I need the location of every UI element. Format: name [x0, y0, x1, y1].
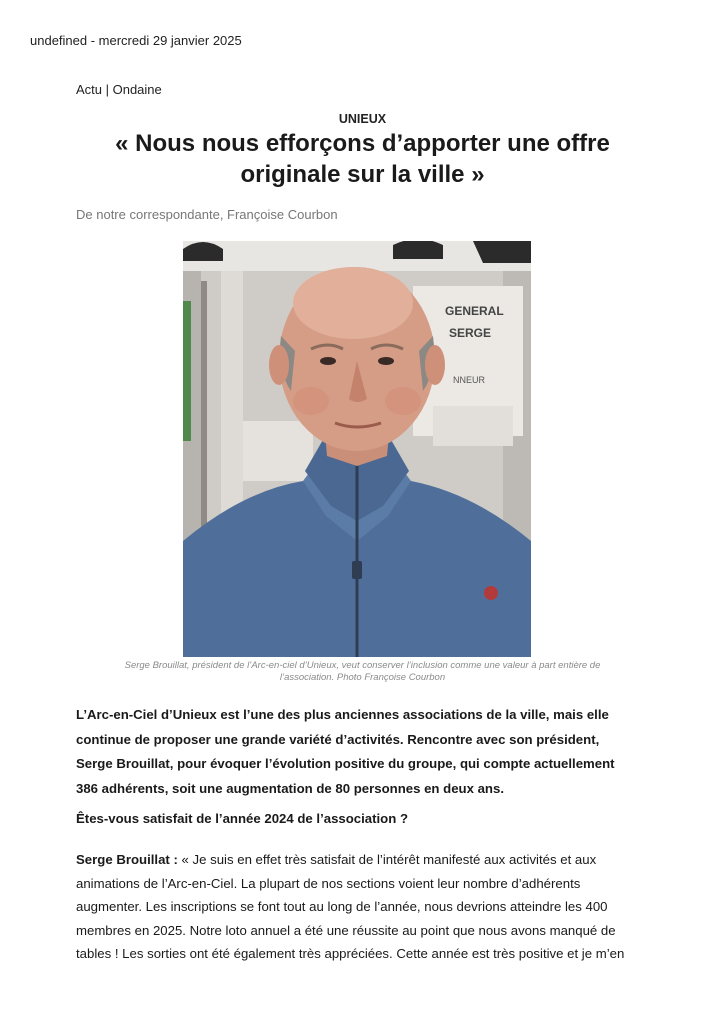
caption-line: Serge Brouillat, président de l’Arc-en-ciel d’Unieux, veut conserver l’inclusion comme une valeur à part entière de: [124, 660, 601, 671]
intro-line: 386 adhérents, soit une augmentation de 80 personnes en deux ans.: [76, 780, 504, 796]
intro-line: Serge Brouillat, pour évoquer l’évolution positive du groupe, qui compte actuellement: [76, 756, 615, 771]
section-label: Actu | Ondaine: [76, 82, 162, 97]
article-headline: [60, 128, 665, 190]
sign-text: SERGE: [449, 326, 492, 340]
portrait-photo: [183, 241, 531, 657]
portrait-illustration: [183, 241, 531, 657]
intro-line: L’Arc-en-Ciel d’Unieux est l’une des plus anciennes associations de la ville, mais elle: [76, 707, 609, 722]
article-intro: [76, 703, 656, 801]
interview-answer: [76, 848, 656, 966]
answer-line: animations de l’Arc-en-Ciel. La plupart de nos sections voient leur nombre d’adhérents: [76, 875, 581, 891]
sign-text: GENERAL: [445, 304, 504, 318]
headline-line: « Nous nous efforçons d’apporter une offre: [115, 130, 610, 157]
speaker-name: Serge Brouillat :: [76, 852, 178, 867]
answer-line: augmenter. Les inscriptions se font tout au long de l’année, nous devrions atteindre les 400: [76, 899, 608, 915]
answer-line: tables ! Les sorties ont été également très appréciées. Cette année est très positive et je m’en: [76, 946, 625, 962]
headline-line: originale sur la ville »: [240, 161, 485, 188]
answer-line: [76, 848, 656, 872]
source-date-line: undefined - mercredi 29 janvier 2025: [30, 33, 242, 48]
caption-line: l’association. Photo Françoise Courbon: [279, 672, 446, 683]
byline: De notre correspondante, Françoise Courbon: [76, 207, 338, 222]
kicker-location: UNIEUX: [338, 112, 387, 126]
intro-line: continue de proposer une grande variété d’activités. Rencontre avec son président,: [76, 731, 600, 747]
answer-line: membres en 2025. Notre loto annuel a été une réussite au point que nous avons manqué de: [76, 922, 616, 938]
interview-question: Êtes-vous satisfait de l’année 2024 de l’association ?: [76, 811, 409, 826]
answer-text: « Je suis en effet très satisfait de l’intérêt manifesté aux activités et aux: [177, 852, 597, 867]
sign-text: NNEUR: [453, 375, 486, 385]
photo-caption: [70, 660, 655, 684]
